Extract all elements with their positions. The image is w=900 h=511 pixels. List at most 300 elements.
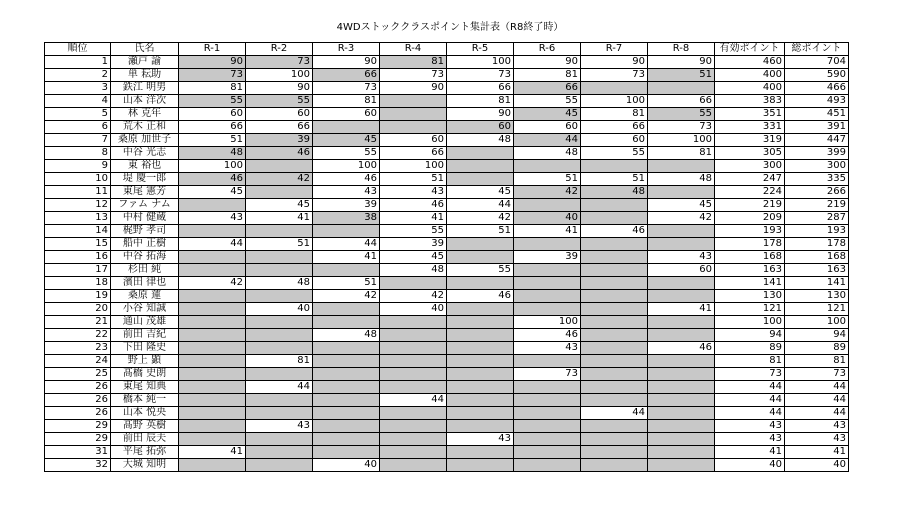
round-5-cell [447, 329, 514, 342]
round-4-cell: 45 [380, 251, 447, 264]
total-points-cell: 130 [785, 290, 849, 303]
rank-cell: 19 [45, 290, 111, 303]
round-1-cell: 81 [179, 82, 246, 95]
round-7-cell [581, 251, 648, 264]
valid-points-cell: 40 [715, 459, 785, 472]
rank-cell: 8 [45, 147, 111, 160]
rank-cell: 1 [45, 56, 111, 69]
name-cell: 大城 知明 [111, 459, 179, 472]
round-7-cell [581, 355, 648, 368]
round-4-cell [380, 316, 447, 329]
round-4-cell: 41 [380, 212, 447, 225]
round-4-cell [380, 329, 447, 342]
round-7-cell [581, 342, 648, 355]
round-4-cell [380, 108, 447, 121]
table-row [45, 264, 849, 277]
name-cell: 林 克年 [111, 108, 179, 121]
valid-points-cell: 193 [715, 225, 785, 238]
round-2-cell: 66 [246, 121, 313, 134]
round-3-cell: 39 [313, 199, 380, 212]
round-6-cell: 46 [514, 329, 581, 342]
valid-points-cell: 319 [715, 134, 785, 147]
rank-cell: 15 [45, 238, 111, 251]
round-6-cell: 90 [514, 56, 581, 69]
total-points-cell: 219 [785, 199, 849, 212]
rank-cell: 13 [45, 212, 111, 225]
round-7-cell: 46 [581, 225, 648, 238]
round-4-cell [380, 121, 447, 134]
round-8-cell: 73 [648, 121, 715, 134]
round-5-cell: 73 [447, 69, 514, 82]
table-row [45, 290, 849, 303]
name-cell: 前田 辰夫 [111, 433, 179, 446]
round-2-cell [246, 225, 313, 238]
round-7-cell [581, 446, 648, 459]
round-5-cell: 45 [447, 186, 514, 199]
round-2-cell: 43 [246, 420, 313, 433]
rank-cell: 14 [45, 225, 111, 238]
valid-points-cell: 73 [715, 368, 785, 381]
round-6-cell: 73 [514, 368, 581, 381]
valid-points-cell: 44 [715, 394, 785, 407]
round-1-cell: 42 [179, 277, 246, 290]
valid-points-cell: 141 [715, 277, 785, 290]
round-4-cell: 40 [380, 303, 447, 316]
round-4-cell [380, 95, 447, 108]
round-8-cell [648, 329, 715, 342]
round-3-cell: 44 [313, 238, 380, 251]
round-7-cell [581, 316, 648, 329]
round-5-cell: 46 [447, 290, 514, 303]
total-points-cell: 73 [785, 368, 849, 381]
round-3-cell [313, 446, 380, 459]
round-6-cell: 48 [514, 147, 581, 160]
round-6-cell: 42 [514, 186, 581, 199]
round-4-cell [380, 381, 447, 394]
round-4-cell: 43 [380, 186, 447, 199]
round-8-cell [648, 394, 715, 407]
round-7-cell: 60 [581, 134, 648, 147]
round-8-cell [648, 381, 715, 394]
round-3-cell: 42 [313, 290, 380, 303]
total-points-cell: 447 [785, 134, 849, 147]
rank-cell: 4 [45, 95, 111, 108]
round-1-cell: 100 [179, 160, 246, 173]
table-row [45, 407, 849, 420]
round-8-cell [648, 277, 715, 290]
round-2-cell [246, 407, 313, 420]
round-3-cell [313, 394, 380, 407]
table-row [45, 381, 849, 394]
valid-points-cell: 300 [715, 160, 785, 173]
name-cell: 濱田 律也 [111, 277, 179, 290]
round-6-cell [514, 303, 581, 316]
round-4-cell: 44 [380, 394, 447, 407]
round-1-cell [179, 225, 246, 238]
round-3-cell: 41 [313, 251, 380, 264]
round-6-cell [514, 199, 581, 212]
round-8-cell [648, 433, 715, 446]
round-7-cell [581, 420, 648, 433]
rank-cell: 22 [45, 329, 111, 342]
round-5-cell [447, 316, 514, 329]
name-cell: 杉田 純 [111, 264, 179, 277]
round-1-cell [179, 394, 246, 407]
total-points-cell: 168 [785, 251, 849, 264]
round-6-cell [514, 420, 581, 433]
round-3-cell [313, 420, 380, 433]
round-8-cell [648, 407, 715, 420]
round-4-cell [380, 459, 447, 472]
rank-cell: 18 [45, 277, 111, 290]
name-cell: 中谷 拓海 [111, 251, 179, 264]
round-1-cell [179, 368, 246, 381]
name-cell: 山本 洋次 [111, 95, 179, 108]
valid-points-cell: 331 [715, 121, 785, 134]
round-6-cell [514, 355, 581, 368]
table-row [45, 173, 849, 186]
round-2-cell [246, 264, 313, 277]
header-r2: R-2 [246, 43, 313, 56]
name-cell: 髙橋 史朗 [111, 368, 179, 381]
name-cell: 山本 悦央 [111, 407, 179, 420]
valid-points-cell: 224 [715, 186, 785, 199]
round-5-cell [447, 303, 514, 316]
round-5-cell [447, 459, 514, 472]
round-8-cell: 55 [648, 108, 715, 121]
total-points-cell: 178 [785, 238, 849, 251]
round-8-cell [648, 316, 715, 329]
table-row [45, 225, 849, 238]
valid-points-cell: 460 [715, 56, 785, 69]
round-7-cell [581, 277, 648, 290]
round-7-cell: 81 [581, 108, 648, 121]
round-1-cell [179, 342, 246, 355]
round-3-cell: 100 [313, 160, 380, 173]
rank-cell: 31 [45, 446, 111, 459]
round-6-cell: 55 [514, 95, 581, 108]
valid-points-cell: 43 [715, 420, 785, 433]
round-2-cell [246, 160, 313, 173]
rank-cell: 7 [45, 134, 111, 147]
round-1-cell: 46 [179, 173, 246, 186]
valid-points-cell: 247 [715, 173, 785, 186]
valid-points-cell: 400 [715, 69, 785, 82]
round-1-cell: 55 [179, 95, 246, 108]
round-2-cell [246, 368, 313, 381]
rank-cell: 2 [45, 69, 111, 82]
round-5-cell [447, 238, 514, 251]
round-2-cell [246, 342, 313, 355]
round-8-cell: 45 [648, 199, 715, 212]
round-8-cell: 66 [648, 95, 715, 108]
round-2-cell: 81 [246, 355, 313, 368]
name-cell: 小谷 知誠 [111, 303, 179, 316]
round-4-cell: 39 [380, 238, 447, 251]
round-3-cell [313, 407, 380, 420]
round-3-cell [313, 381, 380, 394]
table-row [45, 433, 849, 446]
valid-points-cell: 219 [715, 199, 785, 212]
round-8-cell [648, 459, 715, 472]
table-row [45, 212, 849, 225]
total-points-cell: 451 [785, 108, 849, 121]
header-r7: R-7 [581, 43, 648, 56]
valid-points-cell: 400 [715, 82, 785, 95]
round-4-cell: 73 [380, 69, 447, 82]
total-points-cell: 43 [785, 433, 849, 446]
name-cell: 野上 顕 [111, 355, 179, 368]
total-points-cell: 590 [785, 69, 849, 82]
round-3-cell: 90 [313, 56, 380, 69]
round-1-cell [179, 355, 246, 368]
round-4-cell [380, 446, 447, 459]
round-7-cell: 55 [581, 147, 648, 160]
table-row [45, 251, 849, 264]
total-points-cell: 266 [785, 186, 849, 199]
round-5-cell: 66 [447, 82, 514, 95]
round-4-cell [380, 420, 447, 433]
round-1-cell [179, 420, 246, 433]
round-7-cell: 90 [581, 56, 648, 69]
rank-cell: 32 [45, 459, 111, 472]
rank-cell: 26 [45, 381, 111, 394]
round-3-cell [313, 316, 380, 329]
round-7-cell [581, 212, 648, 225]
round-6-cell: 60 [514, 121, 581, 134]
round-5-cell [447, 420, 514, 433]
header-valid-points: 有効ポイント [715, 43, 785, 56]
table-body [45, 56, 849, 472]
name-cell: 中谷 光志 [111, 147, 179, 160]
table-row [45, 420, 849, 433]
round-4-cell: 60 [380, 134, 447, 147]
round-7-cell: 51 [581, 173, 648, 186]
round-2-cell: 46 [246, 147, 313, 160]
round-5-cell [447, 251, 514, 264]
rank-cell: 29 [45, 433, 111, 446]
round-3-cell: 51 [313, 277, 380, 290]
round-5-cell: 81 [447, 95, 514, 108]
round-1-cell [179, 199, 246, 212]
round-1-cell [179, 290, 246, 303]
rank-cell: 10 [45, 173, 111, 186]
name-cell: 髙野 英樹 [111, 420, 179, 433]
round-3-cell: 60 [313, 108, 380, 121]
round-1-cell: 66 [179, 121, 246, 134]
round-8-cell: 46 [648, 342, 715, 355]
rank-cell: 3 [45, 82, 111, 95]
table-row [45, 459, 849, 472]
header-rank: 順位 [45, 43, 111, 56]
round-8-cell: 48 [648, 173, 715, 186]
name-cell: 中村 健蔵 [111, 212, 179, 225]
name-cell: 鉄江 明男 [111, 82, 179, 95]
round-5-cell [447, 368, 514, 381]
round-5-cell [447, 147, 514, 160]
table-row [45, 69, 849, 82]
valid-points-cell: 44 [715, 381, 785, 394]
round-8-cell [648, 446, 715, 459]
total-points-cell: 100 [785, 316, 849, 329]
rank-cell: 26 [45, 407, 111, 420]
rank-cell: 6 [45, 121, 111, 134]
round-7-cell [581, 160, 648, 173]
round-6-cell: 43 [514, 342, 581, 355]
round-5-cell: 43 [447, 433, 514, 446]
round-1-cell [179, 433, 246, 446]
round-3-cell [313, 264, 380, 277]
rank-cell: 29 [45, 420, 111, 433]
round-6-cell: 100 [514, 316, 581, 329]
name-cell: 平尾 拓弥 [111, 446, 179, 459]
header-r4: R-4 [380, 43, 447, 56]
round-8-cell [648, 82, 715, 95]
round-3-cell: 81 [313, 95, 380, 108]
round-5-cell [447, 355, 514, 368]
round-4-cell: 46 [380, 199, 447, 212]
round-3-cell [313, 355, 380, 368]
round-8-cell: 90 [648, 56, 715, 69]
round-1-cell: 51 [179, 134, 246, 147]
round-8-cell [648, 420, 715, 433]
total-points-cell: 399 [785, 147, 849, 160]
round-5-cell: 51 [447, 225, 514, 238]
valid-points-cell: 130 [715, 290, 785, 303]
name-cell: 船中 正樹 [111, 238, 179, 251]
round-4-cell [380, 407, 447, 420]
round-7-cell: 66 [581, 121, 648, 134]
valid-points-cell: 121 [715, 303, 785, 316]
total-points-cell: 287 [785, 212, 849, 225]
name-cell: 東 裕也 [111, 160, 179, 173]
valid-points-cell: 305 [715, 147, 785, 160]
round-2-cell: 39 [246, 134, 313, 147]
round-1-cell: 41 [179, 446, 246, 459]
round-6-cell: 40 [514, 212, 581, 225]
rank-cell: 12 [45, 199, 111, 212]
round-2-cell: 100 [246, 69, 313, 82]
round-8-cell: 42 [648, 212, 715, 225]
round-4-cell: 48 [380, 264, 447, 277]
round-3-cell: 48 [313, 329, 380, 342]
round-3-cell: 66 [313, 69, 380, 82]
round-2-cell [246, 446, 313, 459]
round-3-cell: 73 [313, 82, 380, 95]
total-points-cell: 163 [785, 264, 849, 277]
valid-points-cell: 163 [715, 264, 785, 277]
round-1-cell [179, 407, 246, 420]
total-points-cell: 300 [785, 160, 849, 173]
header-r6: R-6 [514, 43, 581, 56]
name-cell: 橋本 純一 [111, 394, 179, 407]
round-8-cell [648, 355, 715, 368]
round-7-cell: 44 [581, 407, 648, 420]
round-2-cell: 41 [246, 212, 313, 225]
name-cell: 下田 隆史 [111, 342, 179, 355]
valid-points-cell: 100 [715, 316, 785, 329]
total-points-cell: 81 [785, 355, 849, 368]
round-4-cell [380, 342, 447, 355]
table-row [45, 160, 849, 173]
round-5-cell: 44 [447, 199, 514, 212]
round-7-cell [581, 82, 648, 95]
valid-points-cell: 41 [715, 446, 785, 459]
round-1-cell [179, 316, 246, 329]
round-1-cell: 45 [179, 186, 246, 199]
name-cell: 梶野 孝司 [111, 225, 179, 238]
name-cell: 桑原 蓮 [111, 290, 179, 303]
total-points-cell: 335 [785, 173, 849, 186]
round-8-cell: 43 [648, 251, 715, 264]
points-table [44, 42, 849, 472]
rank-cell: 11 [45, 186, 111, 199]
name-cell: 堤 慶一郎 [111, 173, 179, 186]
valid-points-cell: 43 [715, 433, 785, 446]
rank-cell: 5 [45, 108, 111, 121]
round-7-cell [581, 394, 648, 407]
round-6-cell: 41 [514, 225, 581, 238]
valid-points-cell: 178 [715, 238, 785, 251]
round-1-cell: 48 [179, 147, 246, 160]
round-5-cell [447, 407, 514, 420]
rank-cell: 9 [45, 160, 111, 173]
header-name: 氏名 [111, 43, 179, 56]
table-row [45, 446, 849, 459]
round-8-cell [648, 290, 715, 303]
round-5-cell [447, 381, 514, 394]
round-2-cell: 40 [246, 303, 313, 316]
round-5-cell [447, 173, 514, 186]
round-6-cell [514, 407, 581, 420]
total-points-cell: 466 [785, 82, 849, 95]
round-2-cell: 90 [246, 82, 313, 95]
round-2-cell [246, 433, 313, 446]
round-2-cell [246, 459, 313, 472]
total-points-cell: 121 [785, 303, 849, 316]
round-3-cell: 55 [313, 147, 380, 160]
round-1-cell [179, 303, 246, 316]
round-2-cell: 48 [246, 277, 313, 290]
table-row [45, 329, 849, 342]
round-1-cell [179, 329, 246, 342]
rank-cell: 16 [45, 251, 111, 264]
round-4-cell: 81 [380, 56, 447, 69]
rank-cell: 25 [45, 368, 111, 381]
round-8-cell [648, 186, 715, 199]
table-row [45, 368, 849, 381]
round-5-cell [447, 277, 514, 290]
valid-points-cell: 351 [715, 108, 785, 121]
round-5-cell [447, 160, 514, 173]
round-2-cell: 44 [246, 381, 313, 394]
rank-cell: 24 [45, 355, 111, 368]
round-4-cell: 100 [380, 160, 447, 173]
round-1-cell [179, 459, 246, 472]
round-6-cell [514, 433, 581, 446]
round-6-cell [514, 160, 581, 173]
round-1-cell: 90 [179, 56, 246, 69]
round-2-cell: 42 [246, 173, 313, 186]
table-row [45, 134, 849, 147]
round-7-cell [581, 433, 648, 446]
round-5-cell [447, 394, 514, 407]
valid-points-cell: 383 [715, 95, 785, 108]
round-3-cell [313, 342, 380, 355]
round-6-cell [514, 394, 581, 407]
round-5-cell [447, 446, 514, 459]
name-cell: 単 耘助 [111, 69, 179, 82]
